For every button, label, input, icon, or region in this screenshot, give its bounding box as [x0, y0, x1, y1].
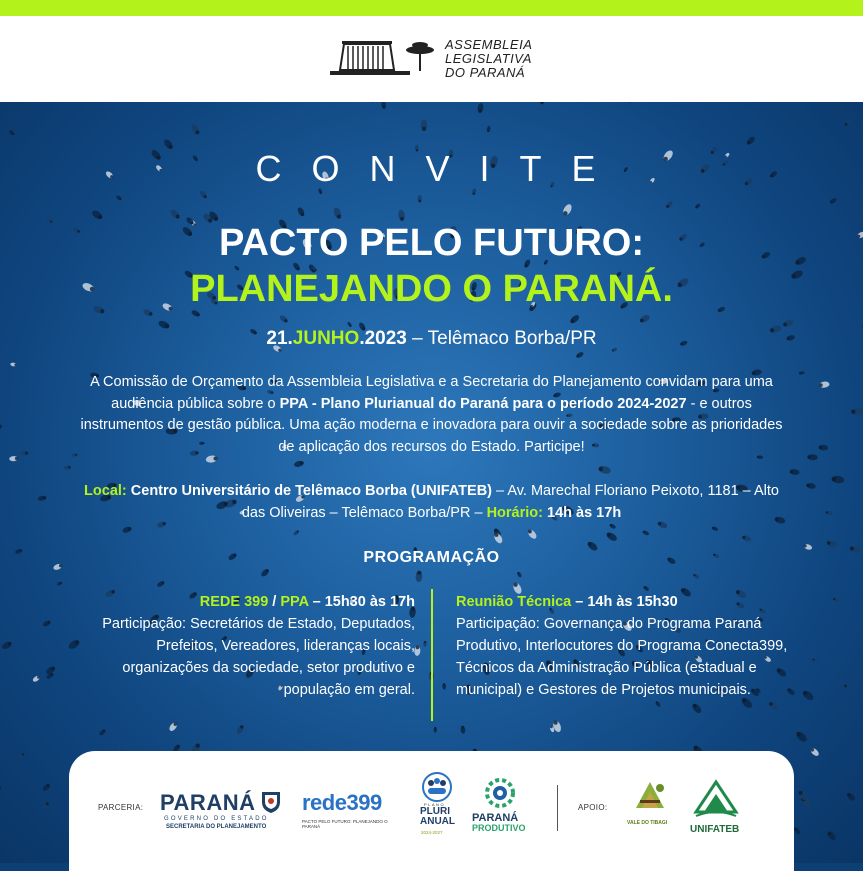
crowd-person — [812, 658, 818, 664]
convite-heading: CONVITE — [255, 148, 626, 189]
crowd-person — [642, 530, 650, 536]
crowd-person — [260, 568, 270, 578]
crowd-person — [332, 207, 342, 220]
alep-name — [445, 38, 532, 80]
produtivo-gear-icon — [482, 775, 518, 811]
intro-highlight: PPA - Plano Plurianual do Paraná para o período 2024-2027 — [279, 395, 687, 412]
local-address: – Av. Marechal Floriano Peixoto, 1181 – Alto das Oliveiras – Telêmaco Borba/PR – — [241, 483, 779, 521]
crowd-person — [169, 208, 181, 220]
crowd-person — [156, 580, 165, 588]
crowd-person — [826, 540, 837, 549]
intro-text-2: - e outros instrumentos de gestão pública. Uma ação moderna e inovadora para ouvir a sociedade sobre as prioridades de aplicação dos recursos do Estado. Participe! — [80, 395, 783, 455]
crowd-person — [190, 123, 201, 135]
crowd-person — [655, 701, 662, 708]
crowd-person — [91, 209, 104, 221]
tag-rede399: REDE 399 — [199, 594, 269, 610]
parceria-label: PARCERIA: — [98, 803, 144, 812]
column-divider — [431, 589, 433, 721]
crowd-person — [569, 314, 580, 325]
crowd-person — [64, 465, 71, 470]
crowd-person — [742, 534, 752, 542]
ppa-plano: PLANO — [424, 802, 446, 807]
program-left-heading — [70, 591, 415, 613]
parana-sub2: SECRETARIA DO PLANEJAMENTO — [166, 824, 267, 830]
ppa-years: 2024-2027 — [421, 830, 443, 835]
crowd-person — [56, 581, 62, 586]
crowd-person — [414, 646, 421, 657]
right-participation: Participação: Governança do Programa Paraná Produtivo, Interlocutores do Programa Conecta399, Técnicos da Administração Pública (estadual e municipal) e Gestores de Projetos municipais. — [456, 616, 788, 698]
crowd-person — [421, 120, 428, 131]
local-venue: Centro Universitário de Telêmaco Borba (UNIFATEB) — [126, 483, 492, 499]
crowd-person — [381, 102, 387, 109]
parana-sub1: GOVERNO DO ESTADO — [164, 816, 269, 822]
crowd-person — [293, 530, 300, 537]
crowd-person — [41, 801, 50, 810]
crowd-person — [168, 721, 179, 732]
crowd-person — [768, 701, 779, 712]
vale-do-tibagi-logo — [625, 778, 675, 838]
crowd-person — [486, 126, 490, 132]
vale-tibagi-emblem-icon — [630, 778, 670, 816]
date-year: .2023 — [359, 328, 407, 349]
crowd-person — [434, 727, 437, 733]
crowd-person — [801, 689, 815, 702]
crowd-person — [843, 683, 852, 691]
crowd-person — [819, 381, 830, 388]
event-date — [0, 328, 863, 350]
crowd-person — [516, 571, 522, 578]
tag-ppa: PPA — [280, 594, 309, 610]
parana-wordmark: PARANÁ — [160, 790, 256, 815]
plurianual-people-icon — [420, 772, 454, 802]
crowd-person — [0, 423, 2, 430]
crowd-person — [32, 675, 41, 683]
produtivo-line1: PARANÁ — [472, 812, 519, 824]
crowd-person — [38, 495, 47, 501]
crowd-person — [0, 786, 2, 795]
local-label: Local: — [84, 483, 127, 499]
crowd-person — [825, 510, 832, 515]
crowd-person — [665, 200, 674, 209]
crowd-person — [122, 526, 132, 534]
unifateb-mountain-icon — [692, 778, 740, 820]
crowd-person — [691, 702, 703, 714]
crowd-person — [746, 135, 757, 146]
apoio-label: APOIO: — [578, 803, 608, 812]
crowd-person — [693, 573, 700, 579]
crowd-person — [398, 210, 406, 221]
crowd-person — [807, 454, 818, 461]
rede399-logo — [300, 790, 405, 830]
crowd-person — [293, 460, 304, 468]
crowd-person — [20, 451, 28, 456]
crowd-person — [296, 206, 305, 217]
parana-produtivo-logo — [470, 775, 532, 837]
crowd-person — [71, 453, 77, 457]
crowd-person — [826, 830, 837, 841]
assembly-building-icon — [330, 38, 440, 78]
rede399-sub: PACTO PELO FUTURO: PLANEJANDO O PARANÁ — [302, 819, 388, 829]
footer-separator — [557, 785, 558, 831]
crowd-person — [799, 371, 805, 375]
crowd-person — [477, 103, 484, 113]
crowd-person — [829, 197, 837, 204]
rede399-wordmark: rede399 — [302, 790, 382, 815]
produtivo-line2: PRODUTIVO — [472, 823, 526, 833]
crowd-person — [417, 195, 422, 202]
crowd-person — [42, 783, 51, 792]
tag-reuniao: Reunião Técnica — [456, 594, 572, 610]
crowd-person — [9, 456, 18, 462]
top-accent-bar — [0, 0, 863, 16]
header — [0, 16, 863, 102]
crowd-person — [806, 482, 816, 489]
crowd-person — [526, 528, 538, 540]
crowd-person — [371, 102, 375, 103]
date-place: – Telêmaco Borba/PR — [406, 328, 597, 349]
crowd-person — [347, 321, 353, 327]
crowd-person — [626, 102, 636, 104]
crowd-person — [695, 203, 702, 209]
ppa-pluri: PLURI — [420, 806, 450, 817]
left-participation: Participação: Secretários de Estado, Deputados, Prefeitos, Vereadores, lideranças locais, organizações da sociedade, setor produtivo e população em geral. — [102, 616, 415, 698]
crowd-person — [236, 724, 245, 735]
crowd-person — [793, 827, 801, 836]
crowd-person — [199, 190, 208, 200]
program-right-column — [456, 591, 801, 701]
crowd-person — [10, 362, 17, 367]
unifateb-logo — [688, 778, 744, 838]
alep-logo — [330, 38, 540, 88]
parana-logo — [160, 790, 285, 835]
crowd-person — [831, 475, 844, 484]
crowd-person — [790, 469, 800, 476]
program-right-heading — [456, 591, 801, 613]
crowd-person — [819, 445, 829, 451]
left-time: – 15h30 às 17h — [308, 594, 415, 610]
date-month: JUNHO — [292, 328, 360, 349]
intro-paragraph — [80, 372, 783, 458]
crowd-person — [493, 532, 504, 545]
crowd-person — [598, 465, 612, 475]
location-paragraph — [80, 481, 783, 524]
crowd-person — [846, 792, 856, 802]
event-title-line2: PLANEJANDO O PARANÁ. — [190, 268, 673, 310]
org-line3: DO PARANÁ — [445, 65, 526, 80]
crowd-person — [115, 195, 122, 201]
horario-label: Horário: — [486, 504, 543, 521]
crowd-person — [832, 597, 839, 603]
crowd-person — [844, 118, 853, 127]
crowd-person — [415, 571, 422, 583]
crowd-person — [1, 640, 13, 650]
crowd-person — [539, 102, 546, 105]
crowd-person — [795, 730, 809, 743]
crowd-person — [42, 620, 51, 628]
crowd-person — [18, 752, 26, 759]
org-line1: ASSEMBLEIA — [445, 37, 533, 52]
crowd-person — [8, 129, 15, 136]
vale-tibagi-text: VALE DO TIBAGI — [627, 820, 668, 826]
crowd-person — [851, 408, 863, 416]
date-day: 21. — [266, 328, 293, 349]
org-line2: LEGISLATIVA — [445, 51, 532, 66]
tag-separator: / — [268, 594, 281, 610]
crowd-person — [711, 526, 718, 532]
crowd-person — [561, 203, 573, 217]
ppa-anual: ANUAL — [420, 816, 455, 827]
crowd-person — [576, 351, 585, 359]
parana-coat-of-arms-icon — [260, 790, 282, 814]
crowd-person — [605, 531, 618, 543]
crowd-person — [783, 319, 795, 328]
crowd-person — [279, 314, 289, 324]
event-title-line1: PACTO PELO FUTURO: — [218, 222, 645, 264]
right-time: – 14h às 15h30 — [571, 594, 678, 610]
crowd-person — [442, 683, 446, 690]
intro-text-1: A Comissão de Orçamento da Assembleia Legislativa e a Secretaria do Planejamento convidam para uma audiência pública sobre o — [90, 374, 773, 412]
crowd-person — [639, 314, 651, 324]
programacao-title: PROGRAMAÇÃO — [363, 549, 500, 566]
unifateb-wordmark: UNIFATEB — [690, 824, 740, 835]
plurianual-logo — [418, 772, 458, 842]
horario-value: 14h às 17h — [542, 504, 622, 521]
program-left-column — [70, 591, 415, 701]
crowd-person — [98, 728, 106, 736]
crowd-person — [460, 726, 465, 734]
crowd-person — [423, 641, 427, 647]
crowd-person — [809, 747, 820, 758]
